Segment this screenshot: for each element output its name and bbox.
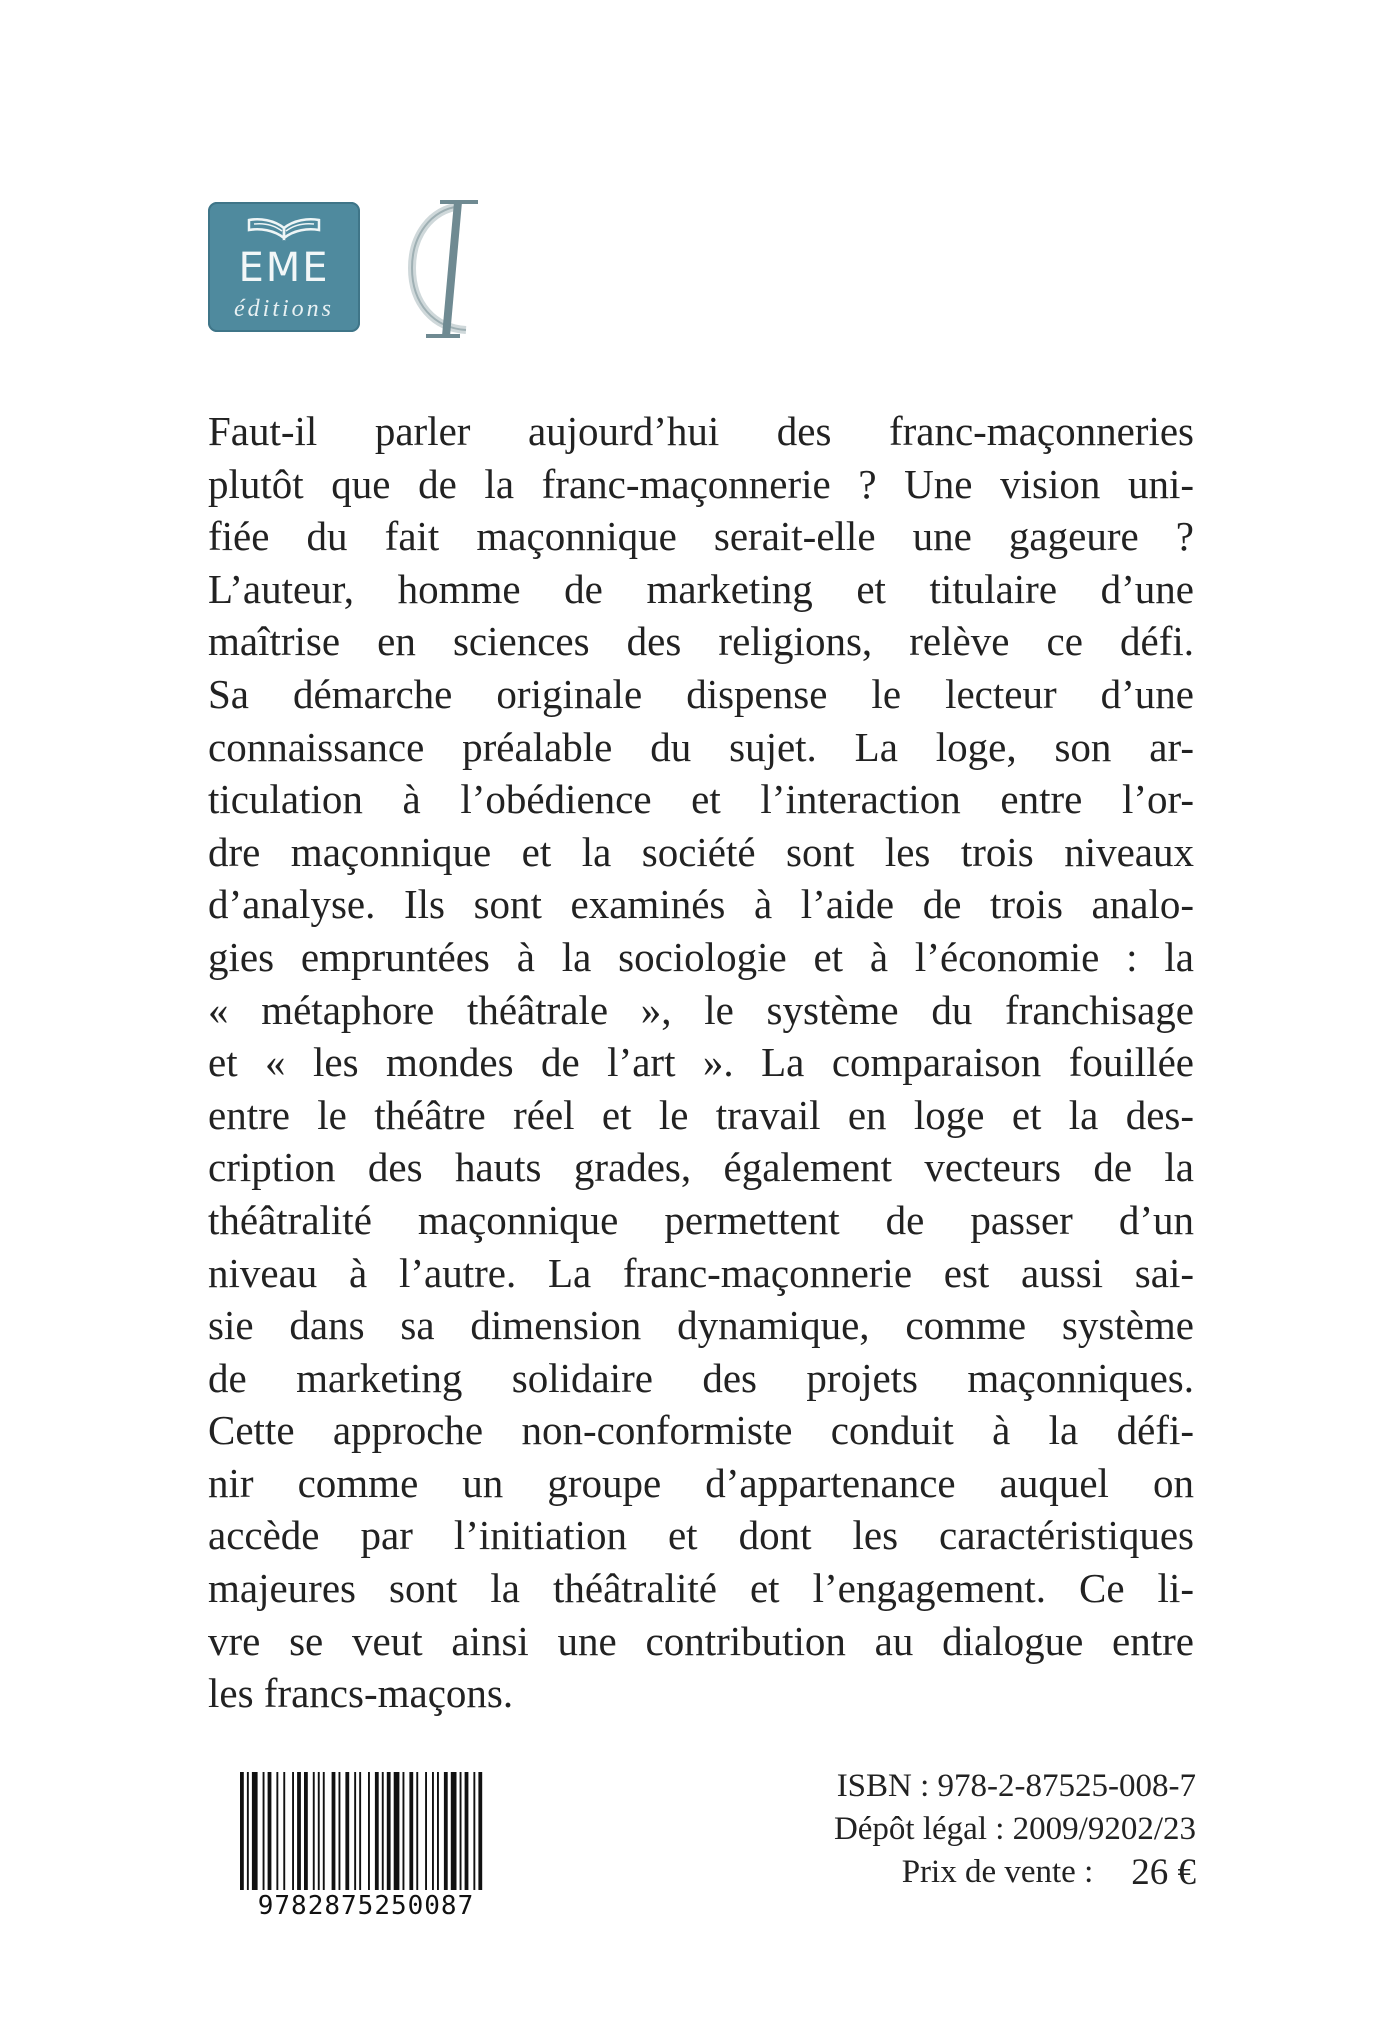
blurb-line bbox=[208, 668, 1194, 721]
barcode-bar bbox=[432, 1772, 434, 1890]
blurb-line-text: Faut-il parler aujourd’hui des franc-maçonneries bbox=[208, 408, 1194, 454]
barcode-bar bbox=[444, 1772, 448, 1890]
blurb-line-text: cription des hauts grades, également vecteurs de la bbox=[208, 1144, 1194, 1191]
blurb-line bbox=[208, 615, 1194, 668]
isbn-barcode bbox=[226, 1768, 506, 1921]
blurb-line bbox=[208, 826, 1194, 879]
blurb-line-text: majeures sont la théâtralité et l’engagement. Ce li- bbox=[208, 1565, 1194, 1612]
blurb-line-text: « métaphore théâtrale », le système du franchisage bbox=[208, 986, 1194, 1033]
barcode-bar bbox=[240, 1772, 244, 1890]
blurb-line bbox=[208, 1089, 1194, 1142]
blurb-line-text: connaissance préalable du sujet. La loge, son ar- bbox=[208, 723, 1194, 770]
barcode-bar bbox=[368, 1772, 370, 1890]
blurb-line-text: Sa démarche originale dispense le lecteur d’une bbox=[208, 670, 1194, 717]
eme-logo-subtitle: éditions bbox=[234, 296, 334, 322]
barcode-bar bbox=[313, 1772, 315, 1890]
blurb-line bbox=[208, 510, 1194, 563]
blurb-line bbox=[208, 1299, 1194, 1352]
barcode-bars bbox=[226, 1768, 506, 1892]
publication-info bbox=[676, 1765, 1196, 1894]
barcode-bar bbox=[247, 1772, 249, 1890]
barcode-bar bbox=[460, 1772, 462, 1890]
blurb-line-text: maîtrise en sciences des religions, relève ce défi. bbox=[208, 618, 1194, 665]
back-cover-blurb bbox=[208, 405, 1194, 1720]
blurb-line bbox=[208, 458, 1194, 511]
blurb-line bbox=[208, 984, 1194, 1037]
barcode-bar bbox=[478, 1772, 482, 1890]
price-label: Prix de vente : bbox=[901, 1854, 1094, 1890]
barcode-bar bbox=[252, 1772, 258, 1890]
blurb-line-text: accède par l’initiation et dont les caractéristiques bbox=[208, 1512, 1194, 1559]
blurb-line bbox=[208, 1667, 1194, 1720]
barcode-bar bbox=[263, 1772, 265, 1890]
blurb-line-text: dre maçonnique et la société sont les trois niveaux bbox=[208, 828, 1194, 875]
blurb-line bbox=[208, 1404, 1194, 1457]
blurb-line-text: de marketing solidaire des projets maçonniques. bbox=[208, 1354, 1194, 1401]
barcode-bar bbox=[268, 1772, 272, 1890]
barcode-bar bbox=[292, 1772, 294, 1890]
blurb-line bbox=[208, 1141, 1194, 1194]
blurb-line-text: d’analyse. Ils sont examinés à l’aide de trois analo- bbox=[208, 881, 1194, 928]
blurb-line bbox=[208, 1562, 1194, 1615]
barcode-bar bbox=[387, 1772, 391, 1890]
barcode-bar bbox=[323, 1772, 325, 1890]
barcode-bar bbox=[473, 1772, 475, 1890]
barcode-bar bbox=[394, 1772, 400, 1890]
barcode-bar bbox=[318, 1772, 320, 1890]
barcode-bar bbox=[297, 1772, 301, 1890]
blurb-line-text: sie dans sa dimension dynamique, comme système bbox=[208, 1302, 1194, 1349]
isbn-line: ISBN : 978-2-87525-008-7 bbox=[836, 1768, 1196, 1804]
barcode-bar bbox=[339, 1772, 341, 1890]
price-value: 26 € bbox=[1131, 1852, 1196, 1893]
eme-editions-logo bbox=[208, 202, 360, 332]
barcode-digits: 9782875250087 bbox=[226, 1892, 506, 1920]
barcode-bar bbox=[425, 1772, 427, 1890]
blurb-line bbox=[208, 721, 1194, 774]
depot-legal-line: Dépôt légal : 2009/9202/23 bbox=[833, 1811, 1196, 1847]
blurb-line bbox=[208, 1036, 1194, 1089]
blurb-line bbox=[208, 1457, 1194, 1510]
blurb-line bbox=[208, 931, 1194, 984]
barcode-bar bbox=[403, 1772, 405, 1890]
price-row bbox=[676, 1851, 1196, 1894]
barcode-bar bbox=[437, 1772, 439, 1890]
barcode-bar bbox=[382, 1772, 384, 1890]
barcode-bar bbox=[332, 1772, 336, 1890]
blurb-line bbox=[208, 1194, 1194, 1247]
blurb-line bbox=[208, 1615, 1194, 1668]
barcode-bar bbox=[465, 1772, 469, 1890]
blurb-line-text: vre se veut ainsi une contribution au dialogue entre bbox=[208, 1617, 1194, 1664]
blurb-line-text: gies empruntées à la sociologie et à l’économie : la bbox=[208, 933, 1194, 980]
blurb-line bbox=[208, 1247, 1194, 1300]
barcode-bar bbox=[283, 1772, 285, 1890]
barcode-bar bbox=[375, 1772, 379, 1890]
blurb-line-text: et « les mondes de l’art ». La comparaison fouillée bbox=[208, 1039, 1194, 1086]
blurb-line bbox=[208, 773, 1194, 826]
blurb-line bbox=[208, 563, 1194, 616]
blurb-line bbox=[208, 1509, 1194, 1562]
ic-monogram-logo bbox=[400, 196, 500, 340]
blurb-line bbox=[208, 405, 1194, 458]
blurb-line-text: entre le théâtre réel et le travail en loge et la des- bbox=[208, 1091, 1194, 1138]
barcode-bar bbox=[359, 1772, 361, 1890]
barcode-bar bbox=[345, 1772, 349, 1890]
barcode-bar bbox=[276, 1772, 278, 1890]
blurb-line-text: nir comme un groupe d’appartenance auquel on bbox=[208, 1459, 1194, 1506]
blurb-line-text: ticulation à l’obédience et l’interaction entre l’or- bbox=[208, 776, 1194, 823]
barcode-bar bbox=[451, 1772, 457, 1890]
blurb-line-text: Cette approche non-conformiste conduit à la défi- bbox=[208, 1407, 1194, 1454]
blurb-line-text: les francs-maçons. bbox=[208, 1670, 514, 1717]
blurb-line-text: plutôt que de la franc-maçonnerie ? Une vision uni- bbox=[208, 460, 1194, 507]
blurb-line-text: fiée du fait maçonnique serait-elle une gageure ? bbox=[208, 513, 1194, 560]
blurb-line bbox=[208, 1352, 1194, 1405]
open-book-icon bbox=[246, 212, 322, 242]
blurb-line-text: théâtralité maçonnique permettent de passer d’un bbox=[208, 1196, 1194, 1243]
barcode-bar bbox=[409, 1772, 413, 1890]
barcode-bar bbox=[304, 1772, 308, 1890]
eme-logo-text: EME bbox=[238, 245, 330, 291]
blurb-line-text: L’auteur, homme de marketing et titulaire d’une bbox=[208, 565, 1194, 612]
blurb-line-text: niveau à l’autre. La franc-maçonnerie est aussi sai- bbox=[208, 1249, 1194, 1296]
barcode-bar bbox=[354, 1772, 356, 1890]
blurb-line bbox=[208, 878, 1194, 931]
barcode-bar bbox=[416, 1772, 418, 1890]
